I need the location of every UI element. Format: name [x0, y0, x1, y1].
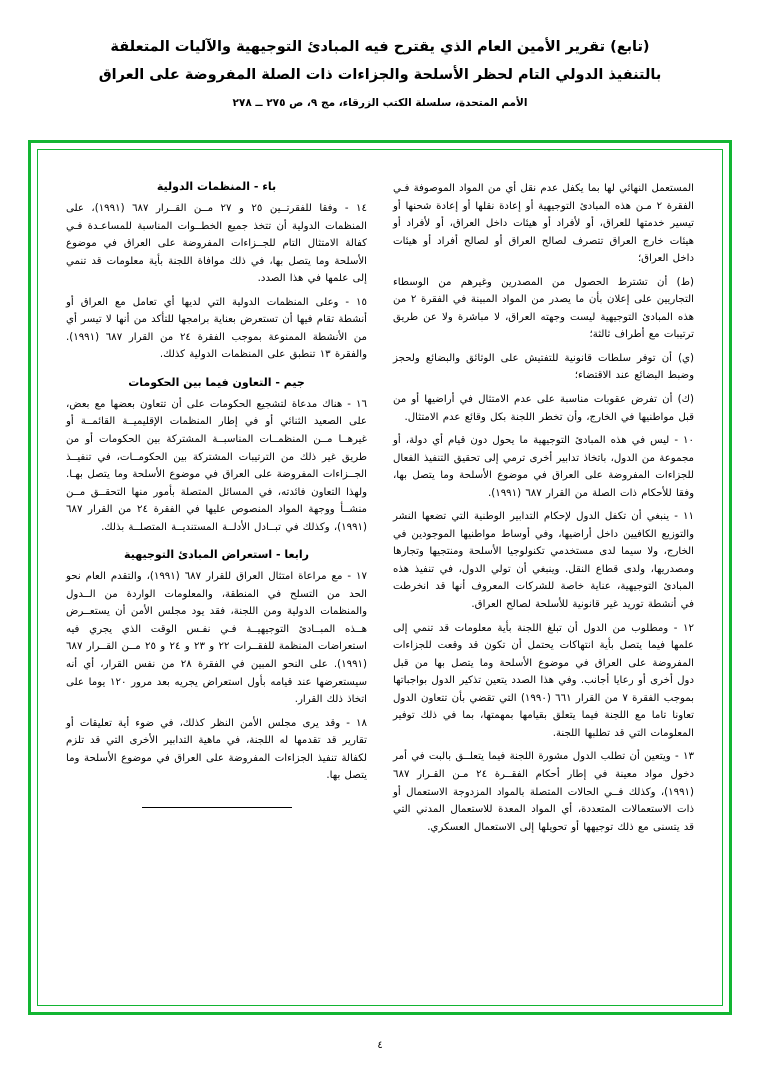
paragraph: ١٨ - وقد يرى مجلس الأمن النظر كذلك، في ضوء أية تعليقات أو تقارير قد تقدمها له اللجنة، في ماهية التدابير الأخرى التي قد تلزم لكفالة تنفيذ الجزاءات المفروضة على العراق في موضوع الأسلحة وما يتصل بها. — [66, 717, 367, 782]
paragraph: ١٤ - وفقا للفقرتــين ٢٥ و ٢٧ مــن القــرار ٦٨٧ (١٩٩١)، على المنظمات الدولية أن تتخذ جميع الخطــوات المناسبة للمساعـدة فـي كفالة الامتثال التام للجــزاءات المفروضة على العراق في موضوع الأسلحة وما يتصل بها، في ذلك موافاة اللجنة بأية معلومات قد تنمي إلى علمها في هذا الصدد. — [66, 203, 367, 285]
document-header — [0, 0, 760, 109]
page-number: ٤ — [377, 1040, 383, 1051]
paragraph: (ط) أن تشترط الحصول من المصدرين وغيرهم من الوسطاء التجاريين على إعلان بأن ما يصدر من المواد المبينة في الفقرة ٢ من هذه المبادئ التوجيهية ليست وجهته العراق، لا مباشرة ولا عن طريق ترتيبات مع أطراف ثالثة؛ — [393, 276, 694, 341]
paragraph: (ك) أن تفرض عقوبات مناسبة على عدم الامتثال في أراضيها أو من قبل مواطنيها في الخارج، وأن تخطر اللجنة بكل وقائع عدم الامتثال. — [393, 394, 694, 423]
paragraph: المستعمل النهائي لها بما يكفل عدم نقل أي من المواد الموصوفة فـي الفقرة ٢ مـن هذه المبادئ التوجيهية أو إعادة نقلها أو إعادة شحنها أو تيسير خدمتها للعراق، أو لأفراد أو هيئات داخل العراق، أو لأفراد أو هيئات خارج العراق تتصرف لصالح العراق أو لصالح أفراد أو هيئات داخل العراق؛ — [393, 183, 694, 265]
paragraph: ١٣ - ويتعين أن تطلب الدول مشورة اللجنة فيما يتعلــق بالبت في أمر دخول مواد معينة في إطار أحكام الفقــرة ٢٤ مـن القـرار ٦٨٧ (١٩٩١)، وكذلك فــي الحالات المتصلة بالمواد المزدوجة الاستعمال أو ذات الاستعمالات المتعددة، أي المواد المعدة للاستعمال المدني التي قد يتسنى مع ذلك توجيهها أو تحويلها إلى الاستعمال العسكري. — [393, 751, 694, 833]
column-right — [393, 180, 694, 985]
section-heading-intergovernmental-cooperation: جيم - التعاون فيما بين الحكومات — [128, 375, 305, 389]
paragraph: ١٠ - ليس في هذه المبادئ التوجيهية ما يحول دون قيام أي دولة، أو مجموعة من الدول، باتخاذ تدابير أخرى ترمي إلى تحقيق التنفيذ الفعال للجزاءات المفروضة على العراق في موضوع الأسلحة وما يتصل بها، وفقا للأحكام ذات الصلة من القرار ٦٨٧ (١٩٩١). — [393, 435, 694, 499]
paragraph: ١٢ - ومطلوب من الدول أن تبلغ اللجنة بأية معلومات قد تنمي إلى علمها فيما يتصل بأية انتهاكات يحتمل أن تكون قد وقعت للجزاءات المفروضة على العراق في موضوع الأسلحة وما يتصل بها من قبل دول أخرى أو رعايا أجانب. وفي هذا الصدد يتعين تذكير الدول بواجباتها بموجب الفقرة ٧ من القرار ٦٦١ (١٩٩٠) التي تقضي بأن تتعاون الدول تعاونا تاما مع اللجنة فيما يتعلق بقيامها بمهمتها، بما في ذلك توفير المعلومات التي قد تطلبها اللجنة. — [393, 622, 695, 739]
section-heading-guidelines-review: رابعا - استعراض المبادئ التوجيهية — [124, 548, 309, 562]
column-left — [66, 180, 367, 985]
frame-inner — [37, 149, 723, 1006]
paragraph: (ي) أن توفر سلطات قانونية للتفتيش على الوثائق والبضائع ولحجز وضبط البضائع عند الاقتضاء؛ — [393, 352, 694, 382]
header-source-line: الأمم المتحدة، سلسلة الكتب الزرقاء، مج ٩، ص ٢٧٥ ــ ٢٧٨ — [232, 97, 528, 110]
page-footer — [0, 1040, 760, 1051]
horizontal-rule — [142, 807, 292, 808]
paragraph: ١١ - ينبغي أن تكفل الدول لإحكام التدابير الوطنية التي تضعها النشر والتوزيع الكافيين داخل أراضيها، وفي أوساط مواطنيها الموجودين في الخارج، ولا سيما لدى مستخدمي تكنولوجيا الأسلحة ومنتجيها وتجارها ومصدريها، ولدى قطاع النقل. وينبغي أن تولي الدول، في تنفيذ هذه المبادئ التوجيهية، عناية خاصة للشركات المعروف أنها قد انخرطت في أنشطة توريد غير قانونية للأسلحة لصالح العراق. — [393, 511, 694, 611]
section-heading-international-organizations: باء - المنظمات الدولية — [156, 180, 277, 193]
two-column-body — [66, 180, 694, 985]
paragraph: ١٥ - وعلى المنظمات الدولية التي لديها أي تعامل مع العراق أو أنشطة تقام فيها أن تستعرض بعناية برامجها للتأكد من أنها لا تيسر أي من الأنشطة الممنوعة بموجب الفقرة ٢٤ من القرار ٦٨٧ (١٩٩١). والفقرة ١٣ تنطبق على المنظمات الدولية كذلك. — [66, 296, 367, 361]
green-border-frame — [28, 140, 732, 1015]
header-title-line-2: بالتنفيذ الدولي التام لحظر الأسلحة والجزاءات ذات الصلة المفروضة على العراق — [98, 66, 662, 83]
paragraph: ١٧ - مع مراعاة امتثال العراق للقرار ٦٨٧ (١٩٩١)، والتقدم العام نحو الحد من التسلح في المنطقة، والمعلومات الواردة من الــدول والمنظمات الدولية ومن اللجنة، فقد يود مجلس الأمن أن يستعــرض هــذه المبــادئ التوجيهيــة فـي نفـس الوقت الذي يجري فيه استعراضات المنظمة للفقــرات ٢٢ و ٢٣ و ٢٤ و ٢٥ مــن القــرار ٦٨٧ (١٩٩١). على النحو المبين في الفقرة ٢٨ من نفس القرار، أي أنه سيستعرضها عند قيامه بأول استعراض يجريه بعد مرور ١٢٠ يوما على اتخاذ ذلك القرار. — [66, 571, 367, 706]
paragraph: ١٦ - هناك مدعاة لتشجيع الحكومات على أن تتعاون بعضها مع بعض، على الصعيد الثنائي أو في إطار المنظمات الإقليميــة القائمــة أو غيرهــا مــن المنظمــات المناسبــة المشتركة بين الحكومات أو من طريق غير ذلك من الترتيبات المشتركة بين الحكومــات، في تنفيــذ الجــزاءات المفروضة على العراق في موضوع الأسلحة وما يتصل بهـا. ولهذا التعاون فائدته، في المسائل المتصلة بأمور منها التحقــق مــن منشــأ ووجهة المواد المنصوص عليها في الفقرة ٢٤ من القرار ٦٨٧ (١٩٩١)، وكذلك في تبــادل الأدلــة المستنديــة المتصلــة بذلك. — [66, 398, 367, 533]
header-title-line-1: (تابع) تقرير الأمين العام الذي يقترح فيه المبادئ التوجيهية والآليات المتعلقة — [110, 39, 650, 55]
